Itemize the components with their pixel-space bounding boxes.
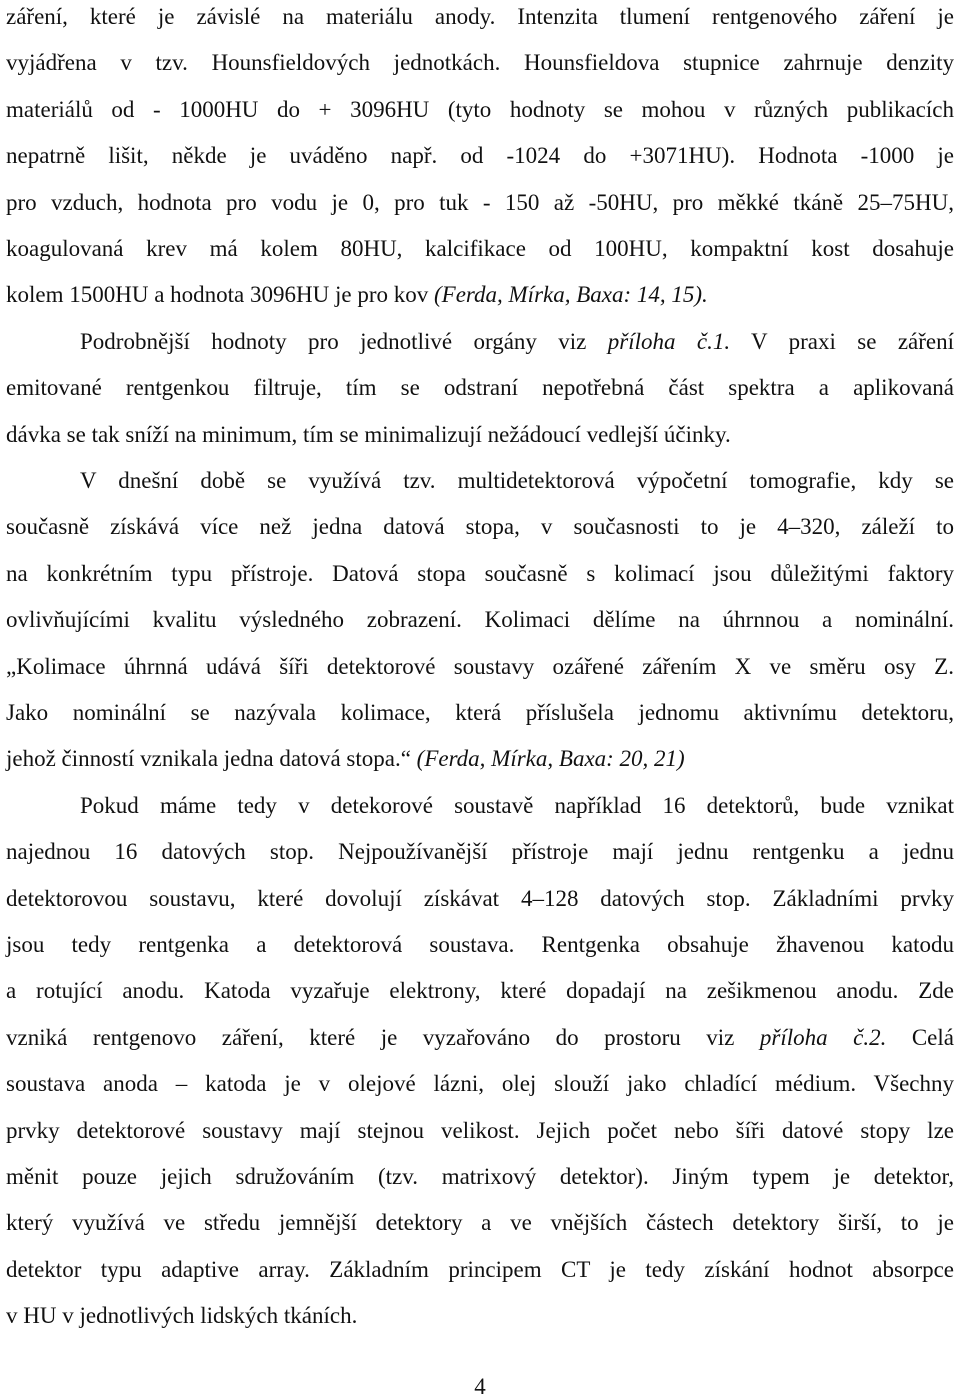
text-line [6, 0, 954, 34]
line-text: v HU v jednotlivých lidských tkáních. [6, 1303, 358, 1329]
line-text: materiálů od - 1000HU do + 3096HU (tyto hodnoty se mohou v různých publikacích [6, 96, 954, 122]
text-line [6, 974, 954, 1008]
citation-text: příloha č.1. [607, 328, 731, 354]
line-text: soustava anoda – katoda je v olejové lázni, olej slouží jako chladící médium. Všechny [6, 1071, 954, 1097]
line-text: Celá [886, 1024, 954, 1050]
line-text: detektorovou soustavu, které dovolují získávat 4–128 datových stop. Základními prvky [6, 885, 954, 911]
text-line [6, 835, 954, 869]
line-text: měnit pouze jejich sdružováním (tzv. matrixový detektor). Jiným typem je detektor, [6, 1164, 954, 1189]
citation-text: (Ferda, Mírka, Baxa: 20, 21) [416, 746, 685, 772]
text-line [80, 464, 954, 498]
text-line [6, 1021, 954, 1055]
line-text: který využívá ve středu jemnější detektory a ve vnějších částech detektory širší, to je [6, 1210, 954, 1236]
line-text: současně získává více než jedna datová stopa, v současnosti to je 4–320, záleží to [6, 514, 954, 540]
text-line [6, 1299, 954, 1333]
line-text: záření, které je závislé na materiálu anody. Intenzita tlumení rentgenového záření je [6, 4, 954, 29]
text-line [80, 789, 954, 823]
text-line [6, 418, 954, 452]
text-line [6, 232, 954, 266]
text-line [6, 603, 954, 637]
text-line [6, 1206, 954, 1240]
citation-text: příloha č.2. [759, 1024, 887, 1050]
line-text: prvky detektorové soustavy mají stejnou velikost. Jejich počet nebo šíři datové stopy lze [6, 1117, 954, 1143]
line-text: jehož činností vznikala jedna datová stopa.“ [6, 746, 417, 772]
text-line [6, 1067, 954, 1101]
text-line [6, 371, 954, 405]
text-line [6, 928, 954, 962]
line-text: jsou tedy rentgenka a detektorová soustava. Rentgenka obsahuje žhavenou katodu [6, 932, 954, 957]
text-line [6, 1253, 954, 1287]
line-text: V praxi se záření [730, 328, 954, 354]
line-text: vyjádřena v tzv. Hounsfieldových jednotkách. Hounsfieldova stupnice zahrnuje denzity [6, 50, 954, 76]
text-line [6, 186, 954, 220]
line-text: emitované rentgenkou filtruje, tím se odstraní nepotřebná část spektra a aplikovaná [6, 375, 954, 401]
line-text: „Kolimace úhrnná udává šíři detektorové soustavy ozářené zářením X ve směru osy Z. [6, 653, 954, 679]
line-text: V dnešní době se využívá tzv. multidetektorová výpočetní tomografie, kdy se [80, 468, 954, 493]
text-line [6, 46, 954, 80]
line-text: a rotující anodu. Katoda vyzařuje elektrony, které dopadají na zešikmenou anodu. Zde [6, 978, 954, 1004]
line-text: Jako nominální se nazývala kolimace, která příslušela jednomu aktivnímu detektoru, [6, 700, 954, 725]
line-text: vzniká rentgenovo záření, které je vyzařováno do prostoru viz [6, 1024, 760, 1050]
text-line [6, 742, 954, 776]
line-text: ovlivňujícími kvalitu výsledného zobrazení. Kolimaci dělíme na úhrnnou a nominální. [6, 607, 954, 633]
line-text: na konkrétním typu přístroje. Datová stopa současně s kolimací jsou důležitými faktory [6, 560, 954, 586]
line-text: nepatrně lišit, někde je uváděno např. od -1024 do +3071HU). Hodnota -1000 je [6, 143, 954, 169]
text-line [6, 139, 954, 173]
text-line [80, 325, 954, 359]
text-line [6, 510, 954, 544]
text-line [6, 278, 954, 312]
line-text: pro vzduch, hodnota pro vodu je 0, pro tuk - 150 až -50HU, pro měkké tkáně 25–75HU, [6, 189, 954, 215]
line-text: koagulovaná krev má kolem 80HU, kalcifikace od 100HU, kompaktní kost dosahuje [6, 236, 954, 261]
citation-text: (Ferda, Mírka, Baxa: 14, 15). [434, 282, 708, 308]
line-text: Pokud máme tedy v detekorové soustavě například 16 detektorů, bude vznikat [80, 792, 954, 818]
text-line [6, 882, 954, 916]
text-line [6, 696, 954, 730]
text-line [6, 650, 954, 684]
text-line [6, 1114, 954, 1148]
text-line [6, 93, 954, 127]
page-number: 4 [474, 1374, 486, 1399]
line-text: najednou 16 datových stop. Nejpoužívanější přístroje mají jednu rentgenku a jednu [6, 839, 954, 865]
line-text: detektor typu adaptive array. Základním principem CT je tedy získání hodnot absorpce [6, 1256, 954, 1282]
line-text: Podrobnější hodnoty pro jednotlivé orgány viz [80, 328, 608, 354]
text-line [6, 557, 954, 591]
text-line [6, 1160, 954, 1194]
line-text: kolem 1500HU a hodnota 3096HU je pro kov [6, 282, 434, 308]
line-text: dávka se tak sníží na minimum, tím se minimalizují nežádoucí vedlejší účinky. [6, 421, 731, 447]
